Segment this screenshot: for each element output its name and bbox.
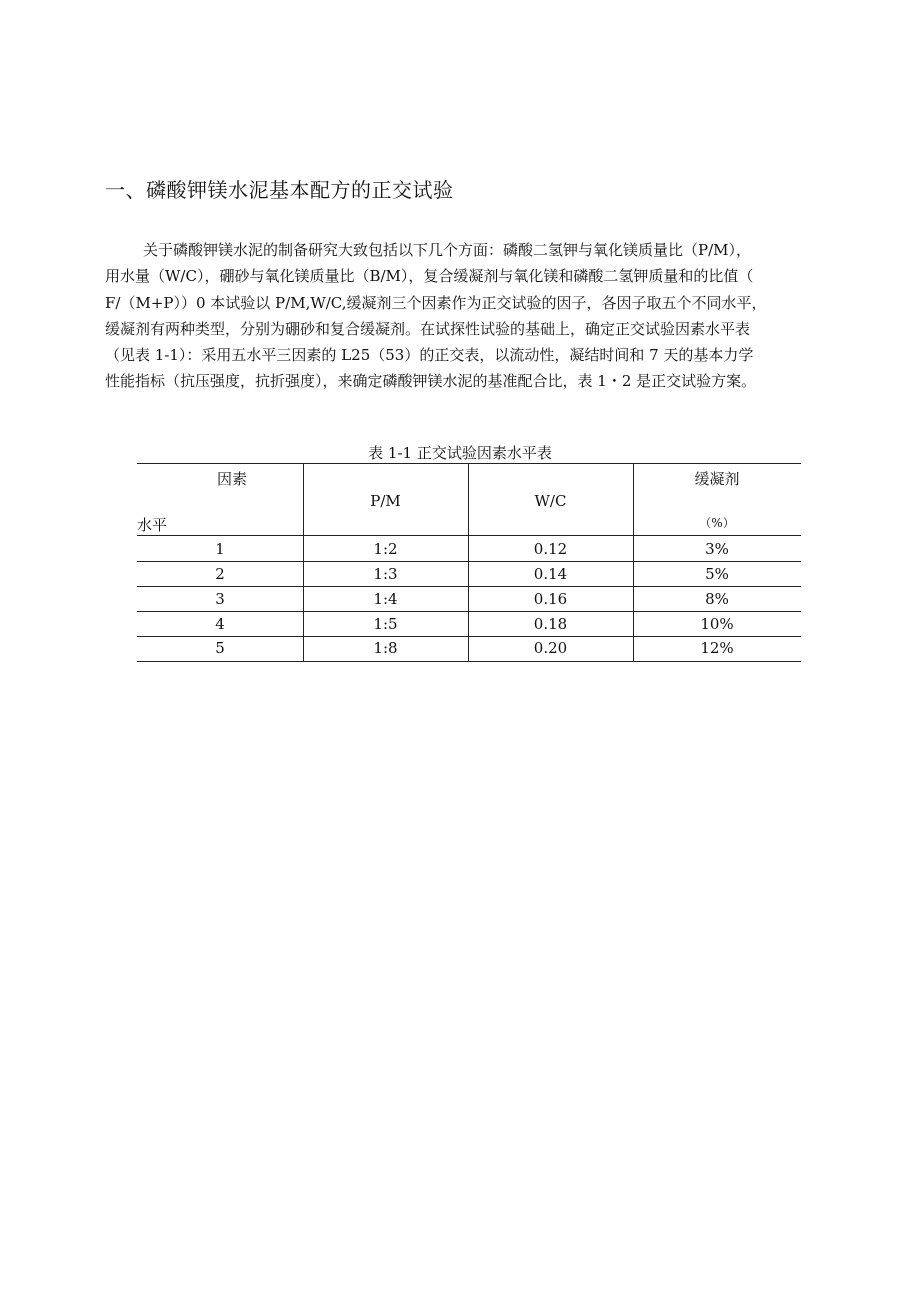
table-cell-wc: 0.14 — [533, 565, 568, 583]
header-retarder: 缓凝剂 — [694, 470, 740, 488]
table-row-rule — [137, 561, 801, 562]
table-header-rule — [137, 535, 801, 536]
table-bottom-rule — [137, 661, 801, 662]
header-factor-label: 因素 — [216, 470, 247, 488]
paragraph-line-1: 关于磷酸钾镁水泥的制备研究大致包括以下几个方面：磷酸二氢钾与氧化镁质量比（P/M）， — [143, 241, 752, 259]
header-retarder-unit: （%） — [699, 516, 735, 530]
table-cell-level: 1 — [215, 540, 225, 558]
table-cell-wc: 0.20 — [533, 639, 568, 657]
table-top-rule — [137, 463, 801, 464]
table-cell-pm: 1:4 — [373, 590, 398, 608]
section-heading: 一、磷酸钾镁水泥基本配方的正交试验 — [105, 178, 454, 202]
paragraph-line-6: 性能指标（抗压强度，抗折强度），来确定磷酸钾镁水泥的基准配合比，表 1・2 是正交试验方案。 — [105, 372, 757, 390]
table-cell-pm: 1:8 — [373, 639, 398, 657]
table-cell-level: 4 — [215, 615, 225, 633]
table-cell-retarder: 10% — [700, 615, 734, 633]
table-cell-retarder: 3% — [705, 540, 729, 558]
paragraph-line-4: 缓凝剂有两种类型，分别为硼砂和复合缓凝剂。在试探性试验的基础上，确定正交试验因素水平表 — [105, 320, 751, 338]
table-cell-pm: 1:5 — [373, 615, 398, 633]
table-row-rule — [137, 636, 801, 637]
table-cell-wc: 0.16 — [533, 590, 568, 608]
table-cell-level: 3 — [215, 590, 225, 608]
factor-level-table — [137, 463, 801, 662]
paragraph-line-3: F/（M+P））0 本试验以 P/M,W/C,缓凝剂三个因素作为正交试验的因子，各因子取五个不同水平， — [105, 294, 767, 312]
table-caption: 表 1-1 正交试验因素水平表 — [368, 444, 552, 462]
table-cell-retarder: 5% — [705, 565, 729, 583]
table-cell-wc: 0.18 — [533, 615, 568, 633]
header-level-label: 水平 — [137, 516, 168, 534]
paragraph-line-2: 用水量（W/C），硼砂与氧化镁质量比（B/M），复合缓凝剂与氧化镁和磷酸二氢钾质量和的比值（ — [105, 267, 754, 285]
table-cell-level: 2 — [215, 565, 225, 583]
paragraph-line-5: （见表 1-1）：采用五水平三因素的 L25（53）的正交表，以流动性，凝结时间和 7 天的基本力学 — [105, 346, 754, 364]
table-cell-retarder: 12% — [700, 639, 734, 657]
table-cell-wc: 0.12 — [533, 540, 568, 558]
table-cell-retarder: 8% — [705, 590, 729, 608]
table-cell-level: 5 — [215, 639, 225, 657]
table-row-rule — [137, 586, 801, 587]
table-cell-pm: 1:3 — [373, 565, 398, 583]
table-cell-pm: 1:2 — [373, 540, 398, 558]
table-row-rule — [137, 611, 801, 612]
header-wc: W/C — [534, 492, 567, 510]
header-pm: P/M — [370, 492, 401, 510]
